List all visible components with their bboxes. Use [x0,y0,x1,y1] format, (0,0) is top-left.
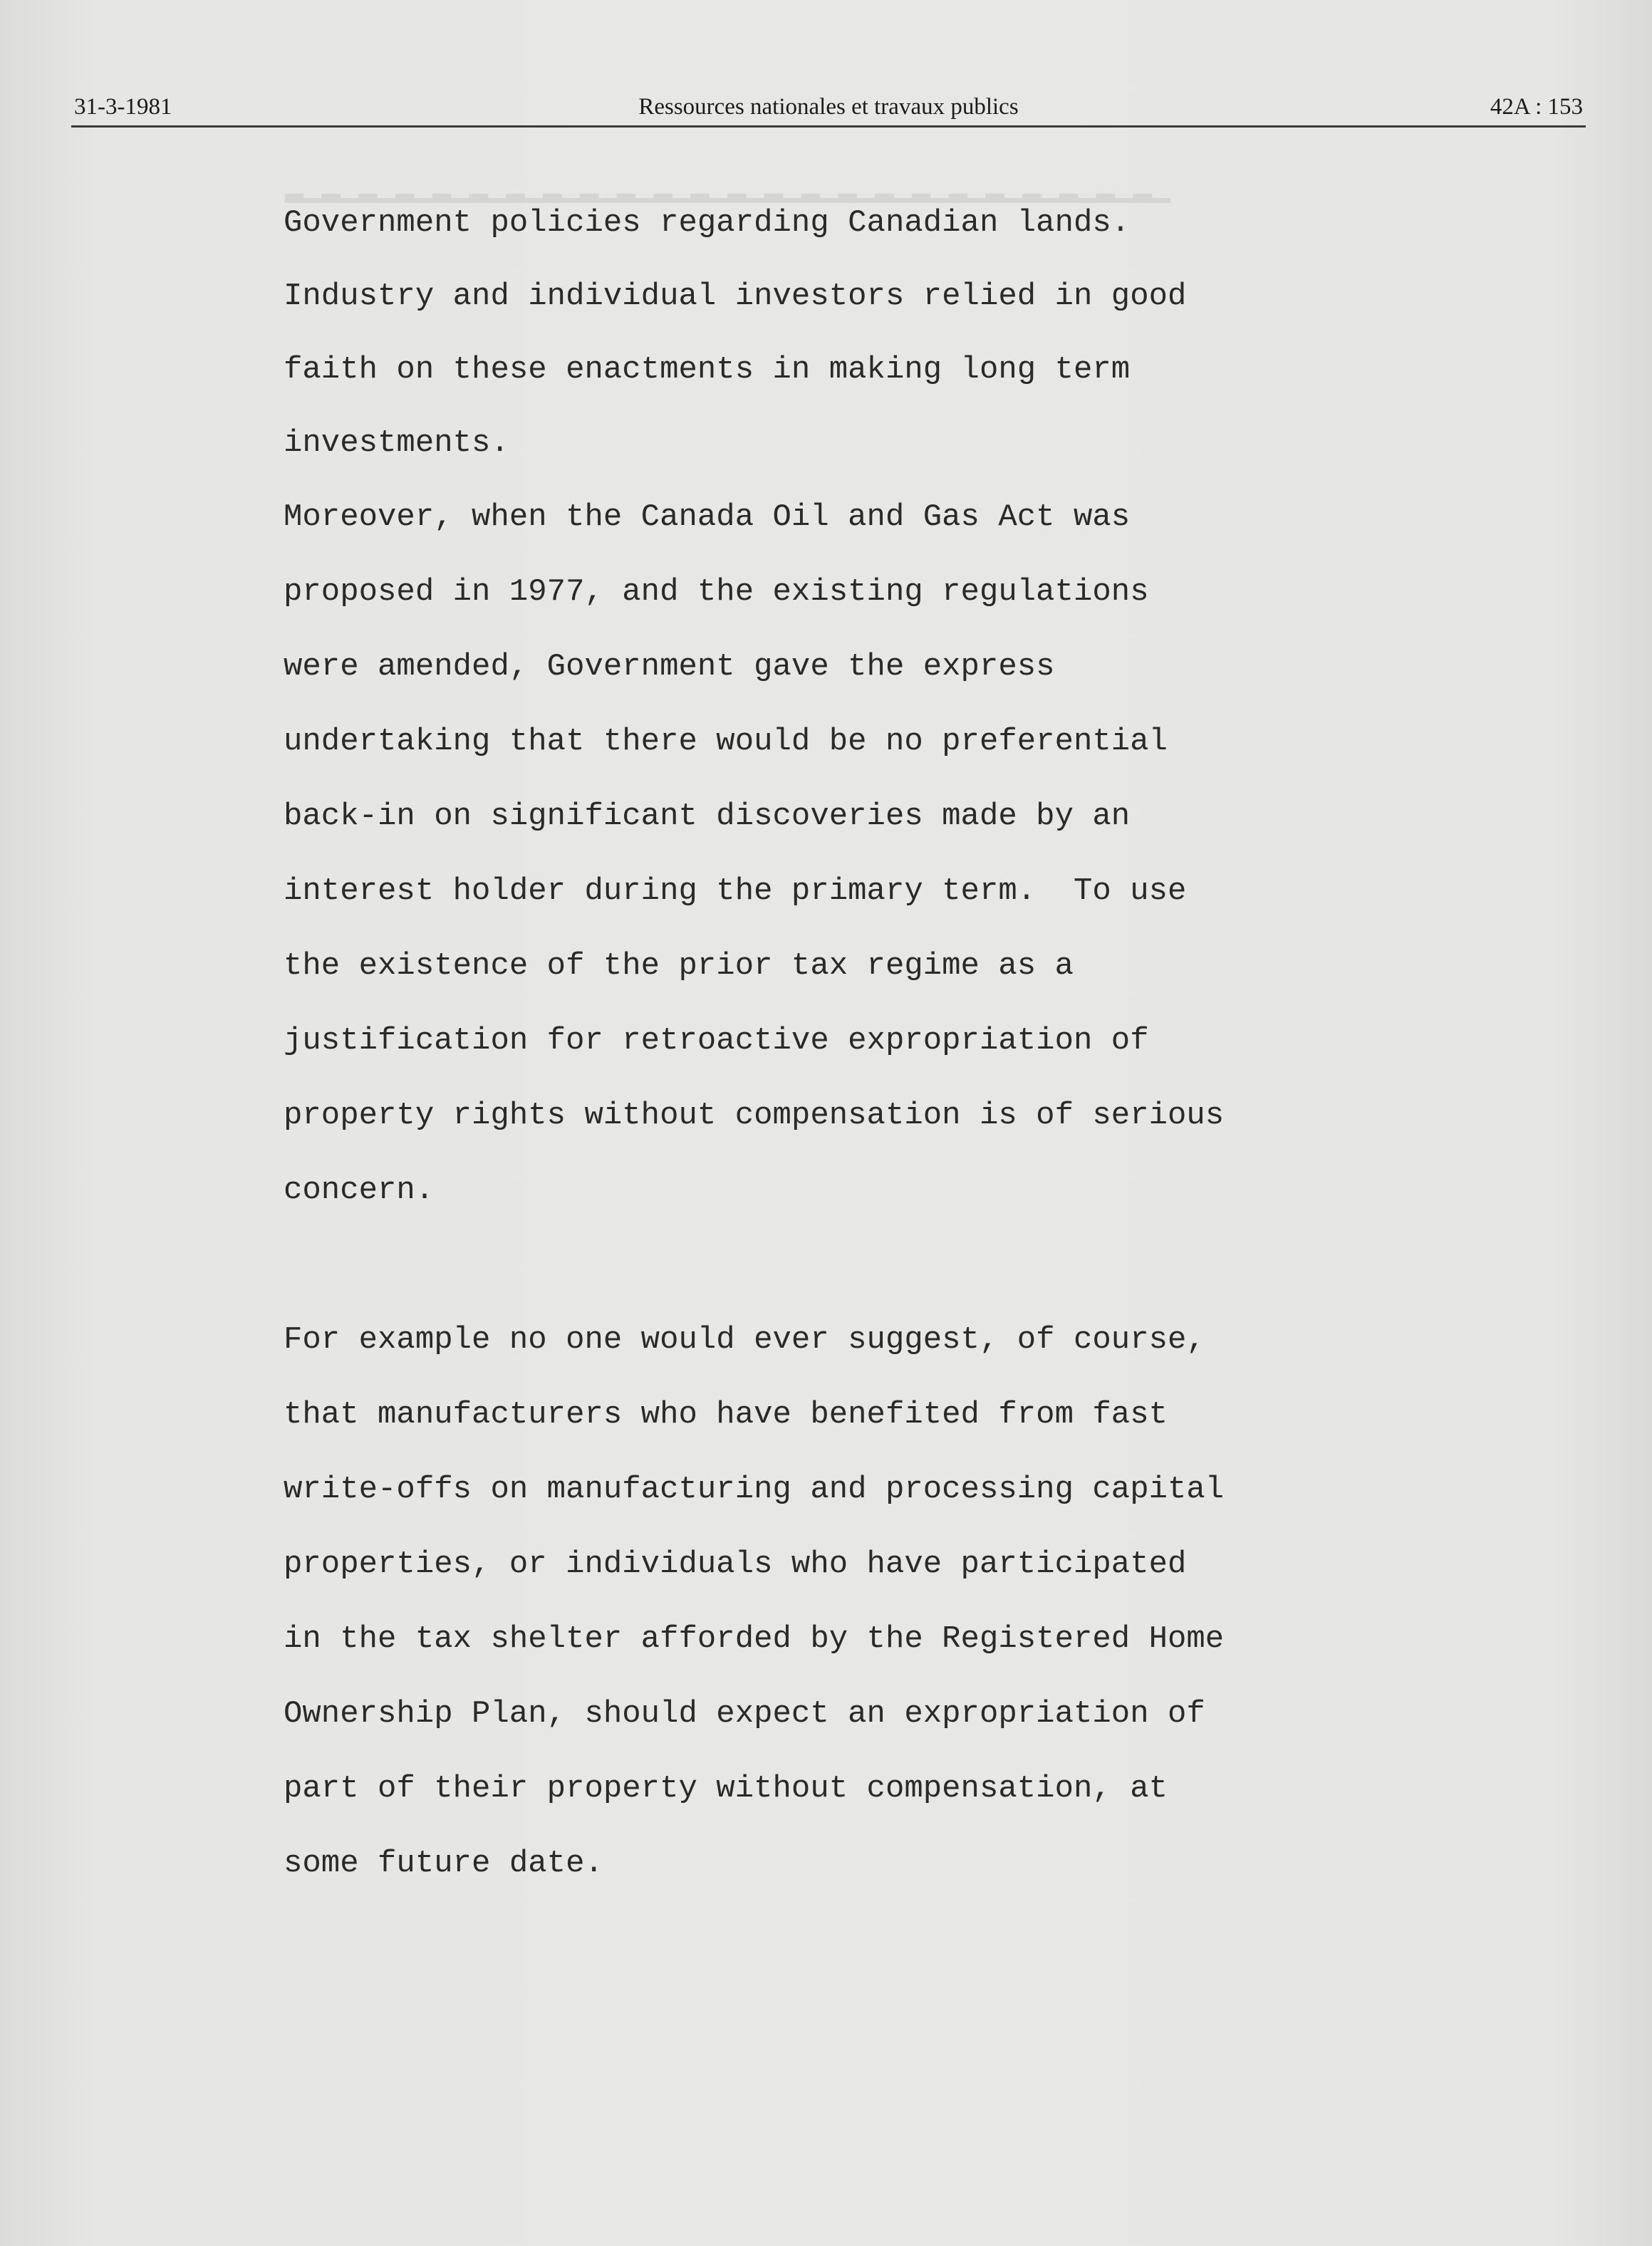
paragraph-2 [284,480,1459,1228]
paragraph-3 [284,1303,1459,1901]
paragraph-spacer [284,1228,1459,1303]
header-title: Ressources nationales et travaux publics [638,94,1019,120]
text-line: property rights without compensation is of serious [284,1098,1225,1133]
text-line: undertaking that there would be no preferential [284,724,1168,759]
text-line: were amended, Government gave the express [284,649,1055,685]
text-line: justification for retroactive expropriation of [284,1023,1149,1059]
page-header [71,91,1586,128]
bleed-through-texture: ▁▂▁▂▁▂▁▂▁▂▁▂▁▂▁▂▁▂▁▂▁▂▁▂▁▂▁▂▁▂▁▂▁▂▁▂▁▂▁▂▁▂▁▂▁▂▁▂ [285,170,1170,204]
text-line: the existence of the prior tax regime as a [284,948,1074,984]
paragraph-1 [284,187,1459,480]
text-line: write-offs on manufacturing and processing capital [284,1472,1225,1507]
text-line: proposed in 1977, and the existing regulations [284,574,1149,610]
text-line: back-in on significant discoveries made by an [284,799,1131,834]
text-line: some future date. [284,1846,603,1881]
text-line: Moreover, when the Canada Oil and Gas Act was [284,499,1131,535]
document-body [284,187,1459,1901]
header-date: 31-3-1981 [74,94,172,120]
text-line: concern. [284,1173,435,1208]
text-line: interest holder during the primary term. To use [284,873,1187,909]
text-line: properties, or individuals who have participated [284,1546,1187,1582]
text-line: part of their property without compensation, at [284,1771,1168,1806]
text-line: investments. [284,425,509,461]
text-line: For example no one would ever suggest, of course, [284,1322,1205,1358]
text-line: that manufacturers who have benefited from fast [284,1397,1168,1433]
text-line: faith on these enactments in making long term [284,352,1131,388]
text-line: in the tax shelter afforded by the Registered Home [284,1621,1225,1657]
header-page-number: 42A : 153 [1490,94,1583,120]
text-line: Industry and individual investors relied in good [284,279,1187,314]
text-line: Government policies regarding Canadian lands. [284,205,1131,241]
text-line: Ownership Plan, should expect an expropriation of [284,1696,1205,1732]
